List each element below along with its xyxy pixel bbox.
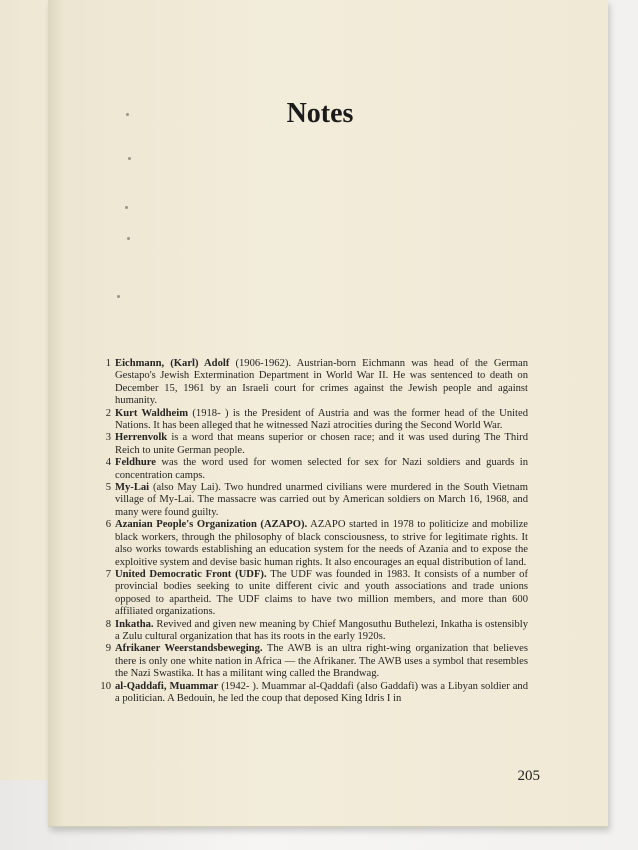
note-term: al-Qaddafi, Muammar [115, 680, 219, 692]
binding-hole [126, 113, 129, 116]
note-number: 6 [105, 519, 111, 531]
notes-list [100, 358, 528, 705]
note-item-8 [100, 619, 528, 644]
note-item-5 [100, 482, 528, 519]
note-number: 5 [105, 482, 111, 494]
note-text: The AWB is an ultra right-wing organization that believes there is only one white nation in Africa — the Afrikaner. The AWB uses a symbol that resembles the Nazi Swastika. It has a militant wing called the Brandwag. [115, 643, 528, 680]
note-term: Afrikaner Weerstandsbeweging. [115, 643, 263, 655]
note-number: 10 [100, 680, 111, 692]
binding-hole [128, 157, 131, 160]
note-term: Azanian People's Organization (AZAPO). [115, 519, 308, 531]
note-number: 9 [105, 643, 111, 655]
note-text: Revived and given new meaning by Chief Mangosuthu Buthelezi, Inkatha is ostensibly a Zulu cultural organization that has its roots in the early 1920s. [115, 618, 528, 642]
note-item-4 [100, 457, 528, 482]
note-text: The UDF was founded in 1983. It consists of a number of provincial bodies seeking to unite different civic and youth associations and trade unions opposed to apartheid. The UDF claims to have two million members, and more than 600 affiliated organizations. [115, 568, 528, 618]
note-text: AZAPO started in 1978 to politicize and mobilize black workers, through the philosophy of black consciousness, to strive for legitimate rights. It also works towards establishing an education system for the needs of Azania and to expose the exploitive system and devise basic human rights. It also encourages an equal distribution of land. [115, 519, 528, 568]
note-number: 1 [105, 358, 111, 369]
note-term: Eichmann, (Karl) Adolf [115, 358, 230, 369]
note-number: 3 [105, 432, 111, 444]
note-term: Herrenvolk [115, 432, 168, 444]
note-text: was the word used for women selected for sex for Nazi soldiers and guards in concentration camps. [115, 457, 528, 481]
note-text: (1906-1962). Austrian-born Eichmann was head of the German Gestapo's Jewish Extermination Department in World War II. He was sentenced to death on December 15, 1961 by an Israeli court for crimes against the Jewish people and against humanity. [115, 358, 528, 407]
note-item-9 [100, 643, 528, 680]
note-text: (1918- ) is the President of Austria and was the former head of the United Nations. It has been alleged that he witnessed Nazi atrocities during the Second World War. [115, 407, 528, 432]
note-item-7 [100, 569, 528, 619]
note-number: 7 [105, 568, 111, 580]
note-term: Inkatha. [115, 618, 154, 630]
page-number: 205 [517, 768, 540, 784]
note-item-10 [100, 681, 528, 706]
binding-hole [127, 237, 130, 240]
note-text: is a word that means superior or chosen race; and it was used during The Third Reich to unite German people. [115, 432, 528, 456]
note-item-3 [100, 432, 528, 457]
note-number: 4 [105, 457, 111, 469]
binding-hole [125, 206, 128, 209]
note-text: (1942- ). Muammar al-Qaddafi (also Gaddafi) was a Libyan soldier and a politician. A Bedouin, he led the coup that deposed King Idris I in [115, 680, 528, 704]
note-term: Kurt Waldheim [115, 407, 189, 419]
page-title: Notes [286, 98, 354, 129]
note-text: (also May Lai). Two hundred unarmed civilians were murdered in the South Vietnam village of My-Lai. The massacre was carried out by American soldiers on March 16, 1968, and many were found guilty. [115, 482, 528, 518]
note-term: United Democratic Front (UDF). [115, 568, 267, 580]
binding-hole [117, 295, 120, 298]
note-term: My-Lai [115, 482, 150, 494]
note-item-6 [100, 519, 528, 569]
note-term: Feldhure [115, 457, 157, 469]
note-number: 8 [105, 618, 111, 630]
note-number: 2 [105, 407, 111, 419]
note-item-1 [100, 358, 528, 408]
note-item-2 [100, 408, 528, 433]
